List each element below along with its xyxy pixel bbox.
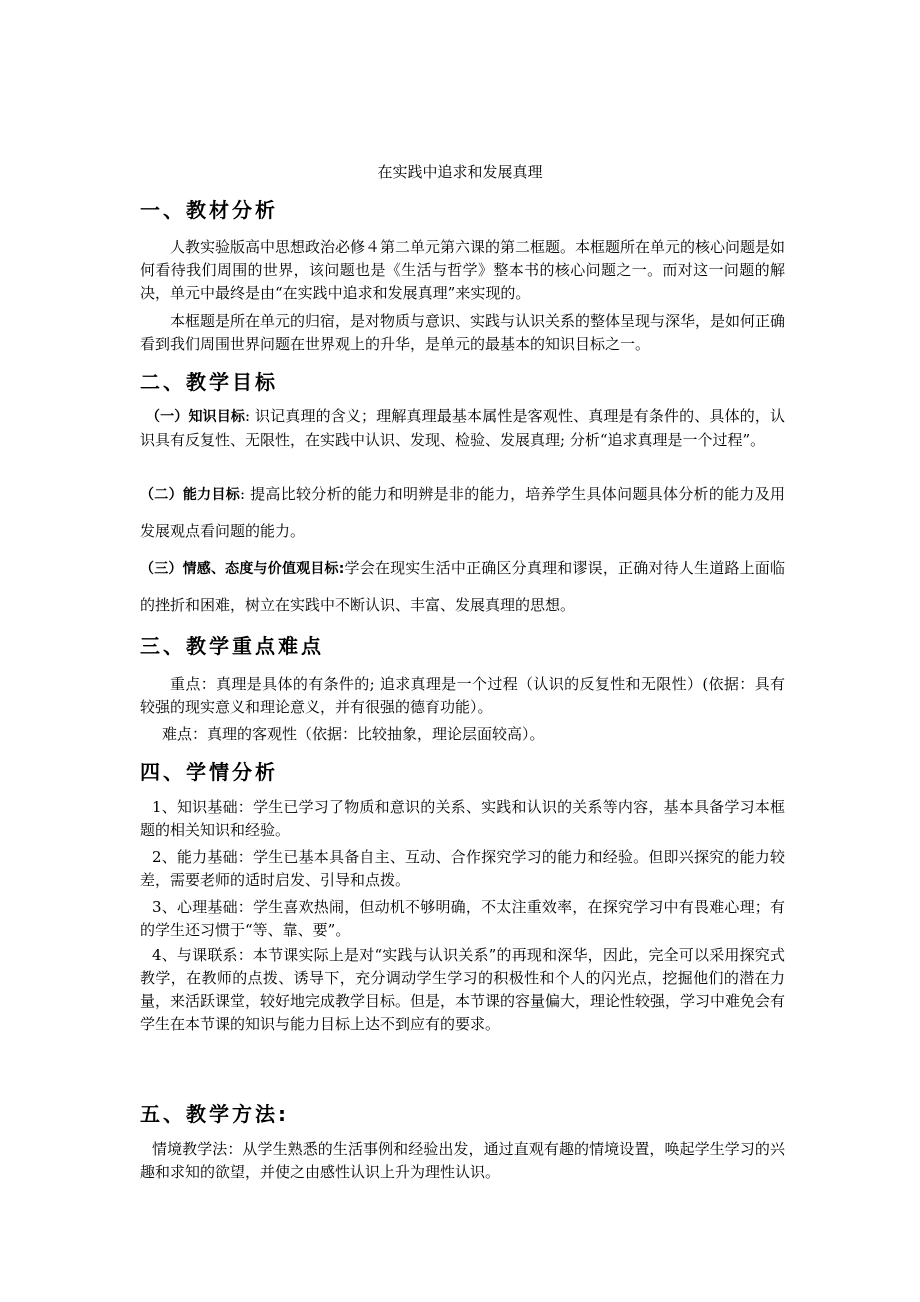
document-title: 在实践中追求和发展真理 (377, 163, 543, 181)
goal-knowledge (140, 405, 785, 452)
learner-analysis-item-3: 3、心理基础：学生喜欢热闹，但动机不够明确，不太注重效率，在探究学习中有畏难心理；有的学生还习惯于“等、靠、要”。 (140, 898, 785, 939)
learner-analysis-item-2: 2、能力基础：学生已基本具备自主、互动、合作探究学习的能力和经验。但即兴探究的能力较差，需要老师的适时启发、引导和点拨。 (140, 848, 785, 889)
goal-ability-text: : 提高比较分析的能力和明辨是非的能力，培养学生具体问题具体分析的能力及用发展观点看问题的能力。 (140, 485, 786, 540)
section-heading-teaching-methods: 五、教学方法: (140, 1102, 289, 1126)
learner-analysis-item-4: 4、与课联系：本节课实际上是对“实践与认识关系”的再现和深华，因此，完全可以采用探究式教学，在教师的点拨、诱导下，充分调动学生学习的积极性和个人的闪光点，挖掘他们的潜在力量，来活跃课堂，较好地完成教学目标。但是，本节课的容量偏大，理论性较强，学习中难免会有学生在本节课的知识与能力目标上达不到应有的要求。 (140, 946, 786, 1033)
key-point: 重点：真理是具体的有条件的; 追求真理是一个过程（认识的反复性和无限性）(依据：具有较强的现实意义和理论意义，并有很强的德育功能）。 (140, 675, 785, 716)
section-heading-key-difficult-points: 三、教学重点难点 (140, 634, 324, 658)
goal-knowledge-label: （一）知识目标 (146, 409, 246, 425)
goal-values (140, 550, 785, 623)
textbook-analysis-paragraph-1: 人教实验版高中思想政治必修４第二单元第六课的第二框题。本框题所在单元的核心问题是如何看待我们周围的世界，该问题也是《生活与哲学》整本书的核心问题之一。而对这一问题的解决，单元中最终是由“在实践中追求和发展真理”来实现的。 (140, 238, 786, 302)
goal-ability-label: （二）能力目标 (140, 487, 241, 503)
textbook-analysis-paragraph-2: 本框题是所在单元的归宿，是对物质与意识、实践与认识关系的整体呈现与深华，是如何正确看到我们周围世界问题在世界观上的升华，是单元的最基本的知识目标之一。 (140, 312, 786, 353)
section-heading-teaching-goals: 二、教学目标 (140, 370, 278, 394)
section-heading-learner-analysis: 四、学情分析 (140, 760, 278, 784)
goal-values-text: 学会在现实生活中正确区分真理和谬误，正确对待人生道路上面临的挫折和困难，树立在实践中不断认识、丰富、发展真理的思想。 (140, 559, 785, 614)
goal-knowledge-text: : 识记真理的含义；理解真理最基本属性是客观性、真理是有条件的、具体的，认识具有反复性、无限性，在实践中认识、发现、检验、发展真理; 分析“追求真理是一个过程”。 (140, 407, 785, 449)
section-heading-textbook-analysis: 一、教材分析 (140, 198, 278, 222)
goal-values-label: （三）情感、态度与价值观目标: (140, 561, 345, 577)
difficult-point: 难点：真理的客观性（依据：比较抽象，理论层面较高）。 (162, 725, 545, 743)
goal-ability (140, 476, 785, 549)
teaching-methods-paragraph: 情境教学法：从学生熟悉的生活事例和经验出发，通过直观有趣的情境设置，唤起学生学习的兴趣和求知的欲望，并使之由感性认识上升为理性认识。 (140, 1140, 785, 1181)
learner-analysis-item-1: 1、知识基础：学生已学习了物质和意识的关系、实践和认识的关系等内容，基本具备学习本框题的相关知识和经验。 (140, 798, 785, 839)
